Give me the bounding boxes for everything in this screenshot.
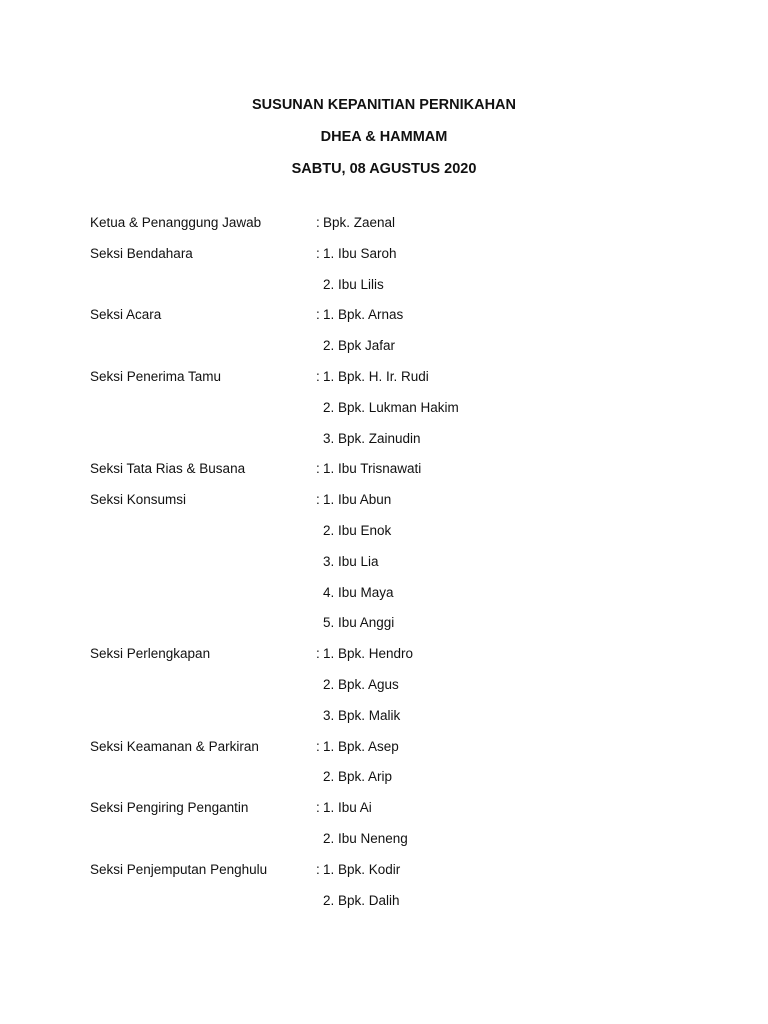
roster-row <box>90 427 690 458</box>
member-name: 5. Ibu Anggi <box>323 615 395 631</box>
member-name: 2. Bpk. Dalih <box>323 892 400 908</box>
committee-role: Seksi Bendahara <box>90 245 193 261</box>
roster-row <box>90 519 690 550</box>
roster-row <box>90 303 690 334</box>
member-name: 2. Bpk. Agus <box>323 676 399 692</box>
member-name: 1. Ibu Ai <box>323 800 372 816</box>
member-name: 2. Bpk Jafar <box>323 338 396 354</box>
separator-colon: : <box>316 492 320 508</box>
committee-role: Seksi Keamanan & Parkiran <box>90 738 259 754</box>
roster-row <box>90 796 690 827</box>
separator-colon: : <box>316 646 320 662</box>
member-name: 3. Bpk. Malik <box>323 707 401 723</box>
separator-colon: : <box>316 861 320 877</box>
member-name: 4. Ibu Maya <box>323 584 394 600</box>
roster-row <box>90 273 690 304</box>
roster-row <box>90 611 690 642</box>
roster-row <box>90 242 690 273</box>
roster-row <box>90 735 690 766</box>
member-name: 1. Bpk. Hendro <box>323 646 414 662</box>
roster-row <box>90 457 690 488</box>
separator-colon: : <box>316 738 320 754</box>
member-name: 2. Ibu Lilis <box>323 276 384 292</box>
member-name: 1. Bpk. Arnas <box>323 307 404 323</box>
member-name: 3. Ibu Lia <box>323 553 379 569</box>
roster-row <box>90 334 690 365</box>
roster-row <box>90 581 690 612</box>
roster-row <box>90 704 690 735</box>
document-header <box>0 92 768 188</box>
roster-row <box>90 365 690 396</box>
separator-colon: : <box>316 368 320 384</box>
member-name: 2. Ibu Neneng <box>323 830 408 846</box>
couple-names: DHEA & HAMMAM <box>320 129 448 145</box>
member-name: 1. Ibu Abun <box>323 492 392 508</box>
member-name: 2. Ibu Enok <box>323 522 392 538</box>
event-date: SABTU, 08 AGUSTUS 2020 <box>291 161 477 177</box>
separator-colon: : <box>316 215 320 230</box>
document-title: SUSUNAN KEPANITIAN PERNIKAHAN <box>252 97 516 113</box>
member-name: 2. Bpk. Arip <box>323 769 393 785</box>
roster-row <box>90 858 690 889</box>
committee-roster <box>90 211 690 919</box>
member-name: 1. Bpk. Asep <box>323 738 399 754</box>
roster-row <box>90 827 690 858</box>
committee-role: Seksi Konsumsi <box>90 492 187 508</box>
committee-role: Seksi Pengiring Pengantin <box>90 800 249 816</box>
roster-row <box>90 211 690 242</box>
roster-row <box>90 550 690 581</box>
separator-colon: : <box>316 461 320 477</box>
member-name: 1. Bpk. H. Ir. Rudi <box>323 368 429 384</box>
committee-role: Ketua & Penanggung Jawab <box>90 215 262 230</box>
member-name: 1. Ibu Trisnawati <box>323 461 422 477</box>
roster-row <box>90 396 690 427</box>
separator-colon: : <box>316 245 320 261</box>
separator-colon: : <box>316 800 320 816</box>
roster-row <box>90 488 690 519</box>
committee-role: Seksi Acara <box>90 307 162 323</box>
committee-role: Seksi Tata Rias & Busana <box>90 461 246 477</box>
member-name: 3. Bpk. Zainudin <box>323 430 421 446</box>
roster-row <box>90 673 690 704</box>
committee-role: Seksi Penjemputan Penghulu <box>90 861 268 877</box>
roster-row <box>90 765 690 796</box>
committee-role: Seksi Perlengkapan <box>90 646 211 662</box>
separator-colon: : <box>316 307 320 323</box>
committee-role: Seksi Penerima Tamu <box>90 368 222 384</box>
roster-row <box>90 642 690 673</box>
roster-row <box>90 889 690 920</box>
member-name: 2. Bpk. Lukman Hakim <box>323 399 459 415</box>
member-name: Bpk. Zaenal <box>323 215 396 230</box>
member-name: 1. Bpk. Kodir <box>323 861 401 877</box>
member-name: 1. Ibu Saroh <box>323 245 397 261</box>
